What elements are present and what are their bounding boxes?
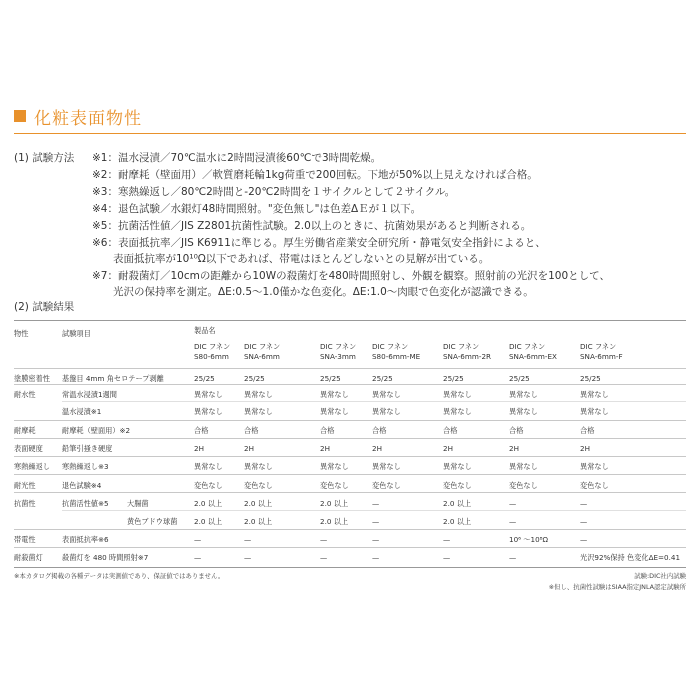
table-cell: 異常なし bbox=[320, 462, 349, 471]
product-7-brand: DIC フネン bbox=[580, 342, 617, 351]
row-divider bbox=[14, 547, 686, 548]
title-marker bbox=[14, 110, 26, 122]
table-bottom-rule bbox=[14, 567, 686, 568]
row-test-item: 退色試験※4 bbox=[62, 481, 102, 490]
table-cell: 異常なし bbox=[372, 390, 401, 399]
row-divider bbox=[14, 492, 686, 493]
table-cell: 25/25 bbox=[580, 374, 601, 383]
footnote-right-1: 試験:DIC社内試験 bbox=[634, 572, 686, 580]
table-cell: — bbox=[372, 553, 380, 562]
table-cell: 2.0 以上 bbox=[320, 499, 349, 508]
title-rule bbox=[14, 133, 686, 134]
table-cell: 異常なし bbox=[244, 462, 273, 471]
table-cell: 異常なし bbox=[194, 407, 223, 416]
table-cell: 変色なし bbox=[320, 481, 349, 490]
table-cell: — bbox=[580, 499, 588, 508]
table-cell: — bbox=[580, 517, 588, 526]
table-cell: 異常なし bbox=[194, 462, 223, 471]
table-cell: 2.0 以上 bbox=[320, 517, 349, 526]
row-test-item: 常温水浸漬1週間 bbox=[62, 390, 117, 399]
product-2-model: SNA-6mm bbox=[244, 352, 280, 361]
table-cell: 2H bbox=[443, 444, 453, 453]
table-cell: 変色なし bbox=[194, 481, 223, 490]
table-cell: — bbox=[443, 553, 451, 562]
table-cell: — bbox=[244, 553, 252, 562]
table-cell: 25/25 bbox=[443, 374, 464, 383]
table-cell: 合格 bbox=[509, 426, 524, 435]
product-1-model: S80-6mm bbox=[194, 352, 229, 361]
row-property: 表面硬度 bbox=[14, 444, 43, 453]
table-cell: 2.0 以上 bbox=[194, 517, 223, 526]
row-divider bbox=[14, 420, 686, 421]
table-cell: — bbox=[580, 535, 588, 544]
table-cell: — bbox=[509, 499, 517, 508]
table-cell: 変色なし bbox=[443, 481, 472, 490]
table-cell: 変色なし bbox=[372, 481, 401, 490]
header-item: 試験項目 bbox=[62, 329, 91, 338]
row-test-item: 抗菌活性値※5 bbox=[62, 499, 109, 508]
row-sub-item: 黄色ブドウ球菌 bbox=[127, 517, 178, 526]
row-property: 耐水性 bbox=[14, 390, 36, 399]
table-cell: 2H bbox=[244, 444, 254, 453]
table-cell: 合格 bbox=[194, 426, 209, 435]
row-divider bbox=[14, 529, 686, 530]
table-cell: 異常なし bbox=[244, 407, 273, 416]
table-cell: 異常なし bbox=[244, 390, 273, 399]
test-method-7: ※7：耐殺菌灯／10cmの距離から10Wの殺菌灯を480時間照射し、外観を観察。照射前の光沢を100として、 bbox=[92, 270, 610, 282]
table-top-rule bbox=[14, 320, 686, 321]
table-cell: 合格 bbox=[244, 426, 259, 435]
table-cell: 異常なし bbox=[580, 390, 609, 399]
table-cell: 2.0 以上 bbox=[244, 499, 273, 508]
table-cell: 異常なし bbox=[580, 407, 609, 416]
product-6-model: SNA-6mm-EX bbox=[509, 352, 557, 361]
table-cell: 25/25 bbox=[320, 374, 341, 383]
sub-row-divider bbox=[62, 510, 686, 511]
row-property: 耐光性 bbox=[14, 481, 36, 490]
table-cell: 変色なし bbox=[580, 481, 609, 490]
product-5-brand: DIC フネン bbox=[443, 342, 480, 351]
table-cell: 合格 bbox=[320, 426, 335, 435]
table-cell: 2.0 以上 bbox=[194, 499, 223, 508]
test-method-7-cont: 光沢の保持率を測定。ΔE:0.5～1.0僅かな色変化。ΔE:1.0～肉眼で色変化が認識できる。 bbox=[113, 286, 534, 298]
table-cell: — bbox=[194, 553, 202, 562]
test-method-6: ※6：表面抵抗率／JIS K6911に準じる。厚生労働省産業安全研究所・静電気安全指針によると、 bbox=[92, 237, 546, 249]
row-property: 塗膜密着性 bbox=[14, 374, 50, 383]
table-cell: 変色なし bbox=[509, 481, 538, 490]
test-method-3: ※3：寒熱繰返し／80℃2時間と-20℃2時間を１サイクルとして２サイクル。 bbox=[92, 186, 456, 198]
table-cell: — bbox=[509, 553, 517, 562]
table-cell: 2H bbox=[194, 444, 204, 453]
product-6-brand: DIC フネン bbox=[509, 342, 546, 351]
row-test-item: 耐摩耗（壁面用）※2 bbox=[62, 426, 131, 435]
table-cell: 2H bbox=[320, 444, 330, 453]
table-cell: 異常なし bbox=[443, 407, 472, 416]
table-cell: 合格 bbox=[580, 426, 595, 435]
table-cell: 2H bbox=[580, 444, 590, 453]
table-cell: 異常なし bbox=[443, 390, 472, 399]
table-cell: 2.0 以上 bbox=[443, 517, 472, 526]
test-method-2: ※2：耐摩耗（壁面用）／軟質磨耗輪1kg荷重で200回転。下地が50%以上見えなければ合格。 bbox=[92, 169, 538, 181]
test-method-6-cont: 表面抵抗率が10¹⁰Ω以下であれば、帯電はほとんどしないとの見解が出ている。 bbox=[113, 253, 490, 265]
product-3-model: SNA-3mm bbox=[320, 352, 356, 361]
table-cell: 異常なし bbox=[194, 390, 223, 399]
product-4-model: S80-6mm-ME bbox=[372, 352, 421, 361]
table-cell: — bbox=[443, 535, 451, 544]
product-5-model: SNA-6mm-2R bbox=[443, 352, 492, 361]
table-cell: 変色なし bbox=[244, 481, 273, 490]
row-divider bbox=[14, 474, 686, 475]
header-property: 物性 bbox=[14, 329, 29, 338]
test-method-5: ※5：抗菌活性値／JIS Z2801抗菌性試験。2.0以上のときに、抗菌効果があると判断される。 bbox=[92, 220, 532, 232]
row-divider bbox=[14, 384, 686, 385]
table-cell: 2H bbox=[509, 444, 519, 453]
table-cell: — bbox=[244, 535, 252, 544]
table-cell: 異常なし bbox=[509, 407, 538, 416]
footnote-left: ※本カタログ掲載の各種データは実測値であり、保証値ではありません。 bbox=[14, 572, 225, 580]
table-cell: — bbox=[372, 517, 380, 526]
row-property: 耐殺菌灯 bbox=[14, 553, 43, 562]
table-cell: 異常なし bbox=[320, 390, 349, 399]
header-product: 製品名 bbox=[194, 326, 216, 335]
table-cell: 合格 bbox=[443, 426, 458, 435]
table-cell: 25/25 bbox=[372, 374, 393, 383]
row-property: 抗菌性 bbox=[14, 499, 36, 508]
product-4-brand: DIC フネン bbox=[372, 342, 409, 351]
row-property: 帯電性 bbox=[14, 535, 36, 544]
table-cell: — bbox=[509, 517, 517, 526]
sub-row-divider bbox=[62, 401, 686, 402]
product-7-model: SNA-6mm-F bbox=[580, 352, 623, 361]
table-cell: 2.0 以上 bbox=[443, 499, 472, 508]
page-title: 化粧表面物性 bbox=[34, 109, 142, 129]
table-cell: 異常なし bbox=[372, 462, 401, 471]
product-2-brand: DIC フネン bbox=[244, 342, 281, 351]
table-cell: 異常なし bbox=[320, 407, 349, 416]
table-cell: 25/25 bbox=[194, 374, 215, 383]
section-results-heading: (2) 試験結果 bbox=[14, 301, 75, 313]
table-cell: — bbox=[372, 499, 380, 508]
footnote-right-2: ※但し、抗菌性試験はSIAA指定JNLA認定試験所 bbox=[548, 583, 686, 591]
table-cell: — bbox=[320, 535, 328, 544]
test-method-4: ※4：退色試験／水銀灯48時間照射。"変色無し"は色差ΔＥが１以下。 bbox=[92, 203, 422, 215]
table-cell: — bbox=[320, 553, 328, 562]
table-cell: 異常なし bbox=[509, 390, 538, 399]
row-test-item: 温水浸漬※1 bbox=[62, 407, 102, 416]
table-cell: 25/25 bbox=[509, 374, 530, 383]
row-test-item: 基盤目 4mm 角セロテープ剥離 bbox=[62, 374, 164, 383]
table-cell: 異常なし bbox=[372, 407, 401, 416]
table-cell: — bbox=[372, 535, 380, 544]
row-property: 耐摩耗 bbox=[14, 426, 36, 435]
row-test-item: 寒熱繰返し※3 bbox=[62, 462, 109, 471]
row-test-item: 表面抵抗率※6 bbox=[62, 535, 109, 544]
table-cell: — bbox=[194, 535, 202, 544]
table-cell: 10⁶ ～10⁸Ω bbox=[509, 535, 549, 544]
table-cell: 25/25 bbox=[244, 374, 265, 383]
product-3-brand: DIC フネン bbox=[320, 342, 357, 351]
row-property: 寒熱繰返し bbox=[14, 462, 50, 471]
row-test-item: 鉛筆引掻き硬度 bbox=[62, 444, 113, 453]
section-test-methods-heading: (1) 試験方法 bbox=[14, 152, 75, 164]
row-divider bbox=[14, 368, 686, 369]
row-sub-item: 大腸菌 bbox=[127, 499, 149, 508]
product-1-brand: DIC フネン bbox=[194, 342, 231, 351]
table-cell: 合格 bbox=[372, 426, 387, 435]
table-cell: 光沢92%保持 色変化ΔE=0.41 bbox=[580, 553, 681, 562]
table-cell: 異常なし bbox=[509, 462, 538, 471]
test-method-1: ※1：温水浸漬／70℃温水に2時間浸漬後60℃で3時間乾燥。 bbox=[92, 152, 382, 164]
row-divider bbox=[14, 456, 686, 457]
table-cell: 異常なし bbox=[443, 462, 472, 471]
table-cell: 2H bbox=[372, 444, 382, 453]
table-cell: 2.0 以上 bbox=[244, 517, 273, 526]
table-cell: 異常なし bbox=[580, 462, 609, 471]
row-test-item: 殺菌灯を 480 時間照射※7 bbox=[62, 553, 149, 562]
row-divider bbox=[14, 438, 686, 439]
